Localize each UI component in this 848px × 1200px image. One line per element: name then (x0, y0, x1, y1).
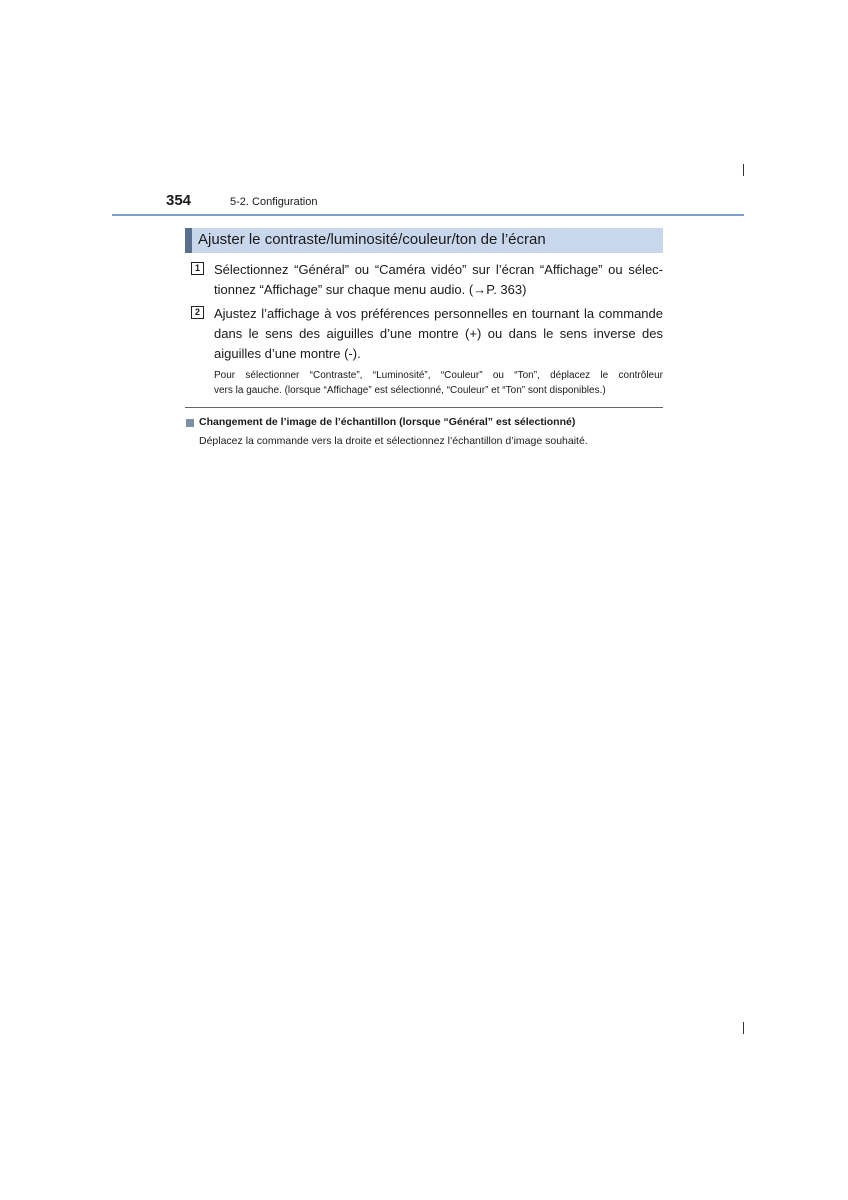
subsection-body: Déplacez la commande vers la droite et sélectionnez l’échantillon d’image souhaité. (199, 435, 588, 447)
subsection-title: Changement de l’image de l’échantillon (lorsque “Général” est sélectionné) (199, 416, 576, 428)
note-line: Pour sélectionner “Contraste”, “Luminosité”, “Couleur” ou “Ton”, déplacez le contrôleur (214, 370, 663, 381)
crop-mark-top (743, 164, 744, 176)
section-label: 5-2. Configuration (230, 196, 318, 208)
step-text (214, 304, 663, 364)
page-number: 354 (166, 192, 192, 209)
section-title-bar (185, 228, 663, 253)
step-number: 2 (191, 306, 204, 319)
step-text (214, 260, 663, 300)
step-note (214, 368, 663, 398)
note-line: vers la gauche. (lorsque “Affichage” est sélectionné, “Couleur” et “Ton” sont disponibles.) (214, 385, 606, 396)
step-text-line: Ajustez l’affichage à vos préférences personnelles en tournant la commande (214, 306, 663, 321)
step-text-line: dans le sens des aiguilles d’une montre (+) ou dans le sens inverse des (214, 326, 663, 341)
square-bullet-icon (186, 419, 194, 427)
header-rule (112, 214, 744, 216)
step-number: 1 (191, 262, 204, 275)
page-header (112, 190, 744, 220)
step-text-line: Sélectionnez “Général” ou “Caméra vidéo” sur l’écran “Affichage” ou sélec- (214, 262, 663, 277)
step-text-line: tionnez “Affichage” sur chaque menu audio. (→P. 363) (214, 282, 527, 297)
section-title: Ajuster le contraste/luminosité/couleur/ton de l’écran (198, 231, 546, 248)
divider (185, 407, 663, 408)
step-text-line: aiguilles d’une montre (-). (214, 346, 361, 361)
crop-mark-bottom (743, 1022, 744, 1034)
